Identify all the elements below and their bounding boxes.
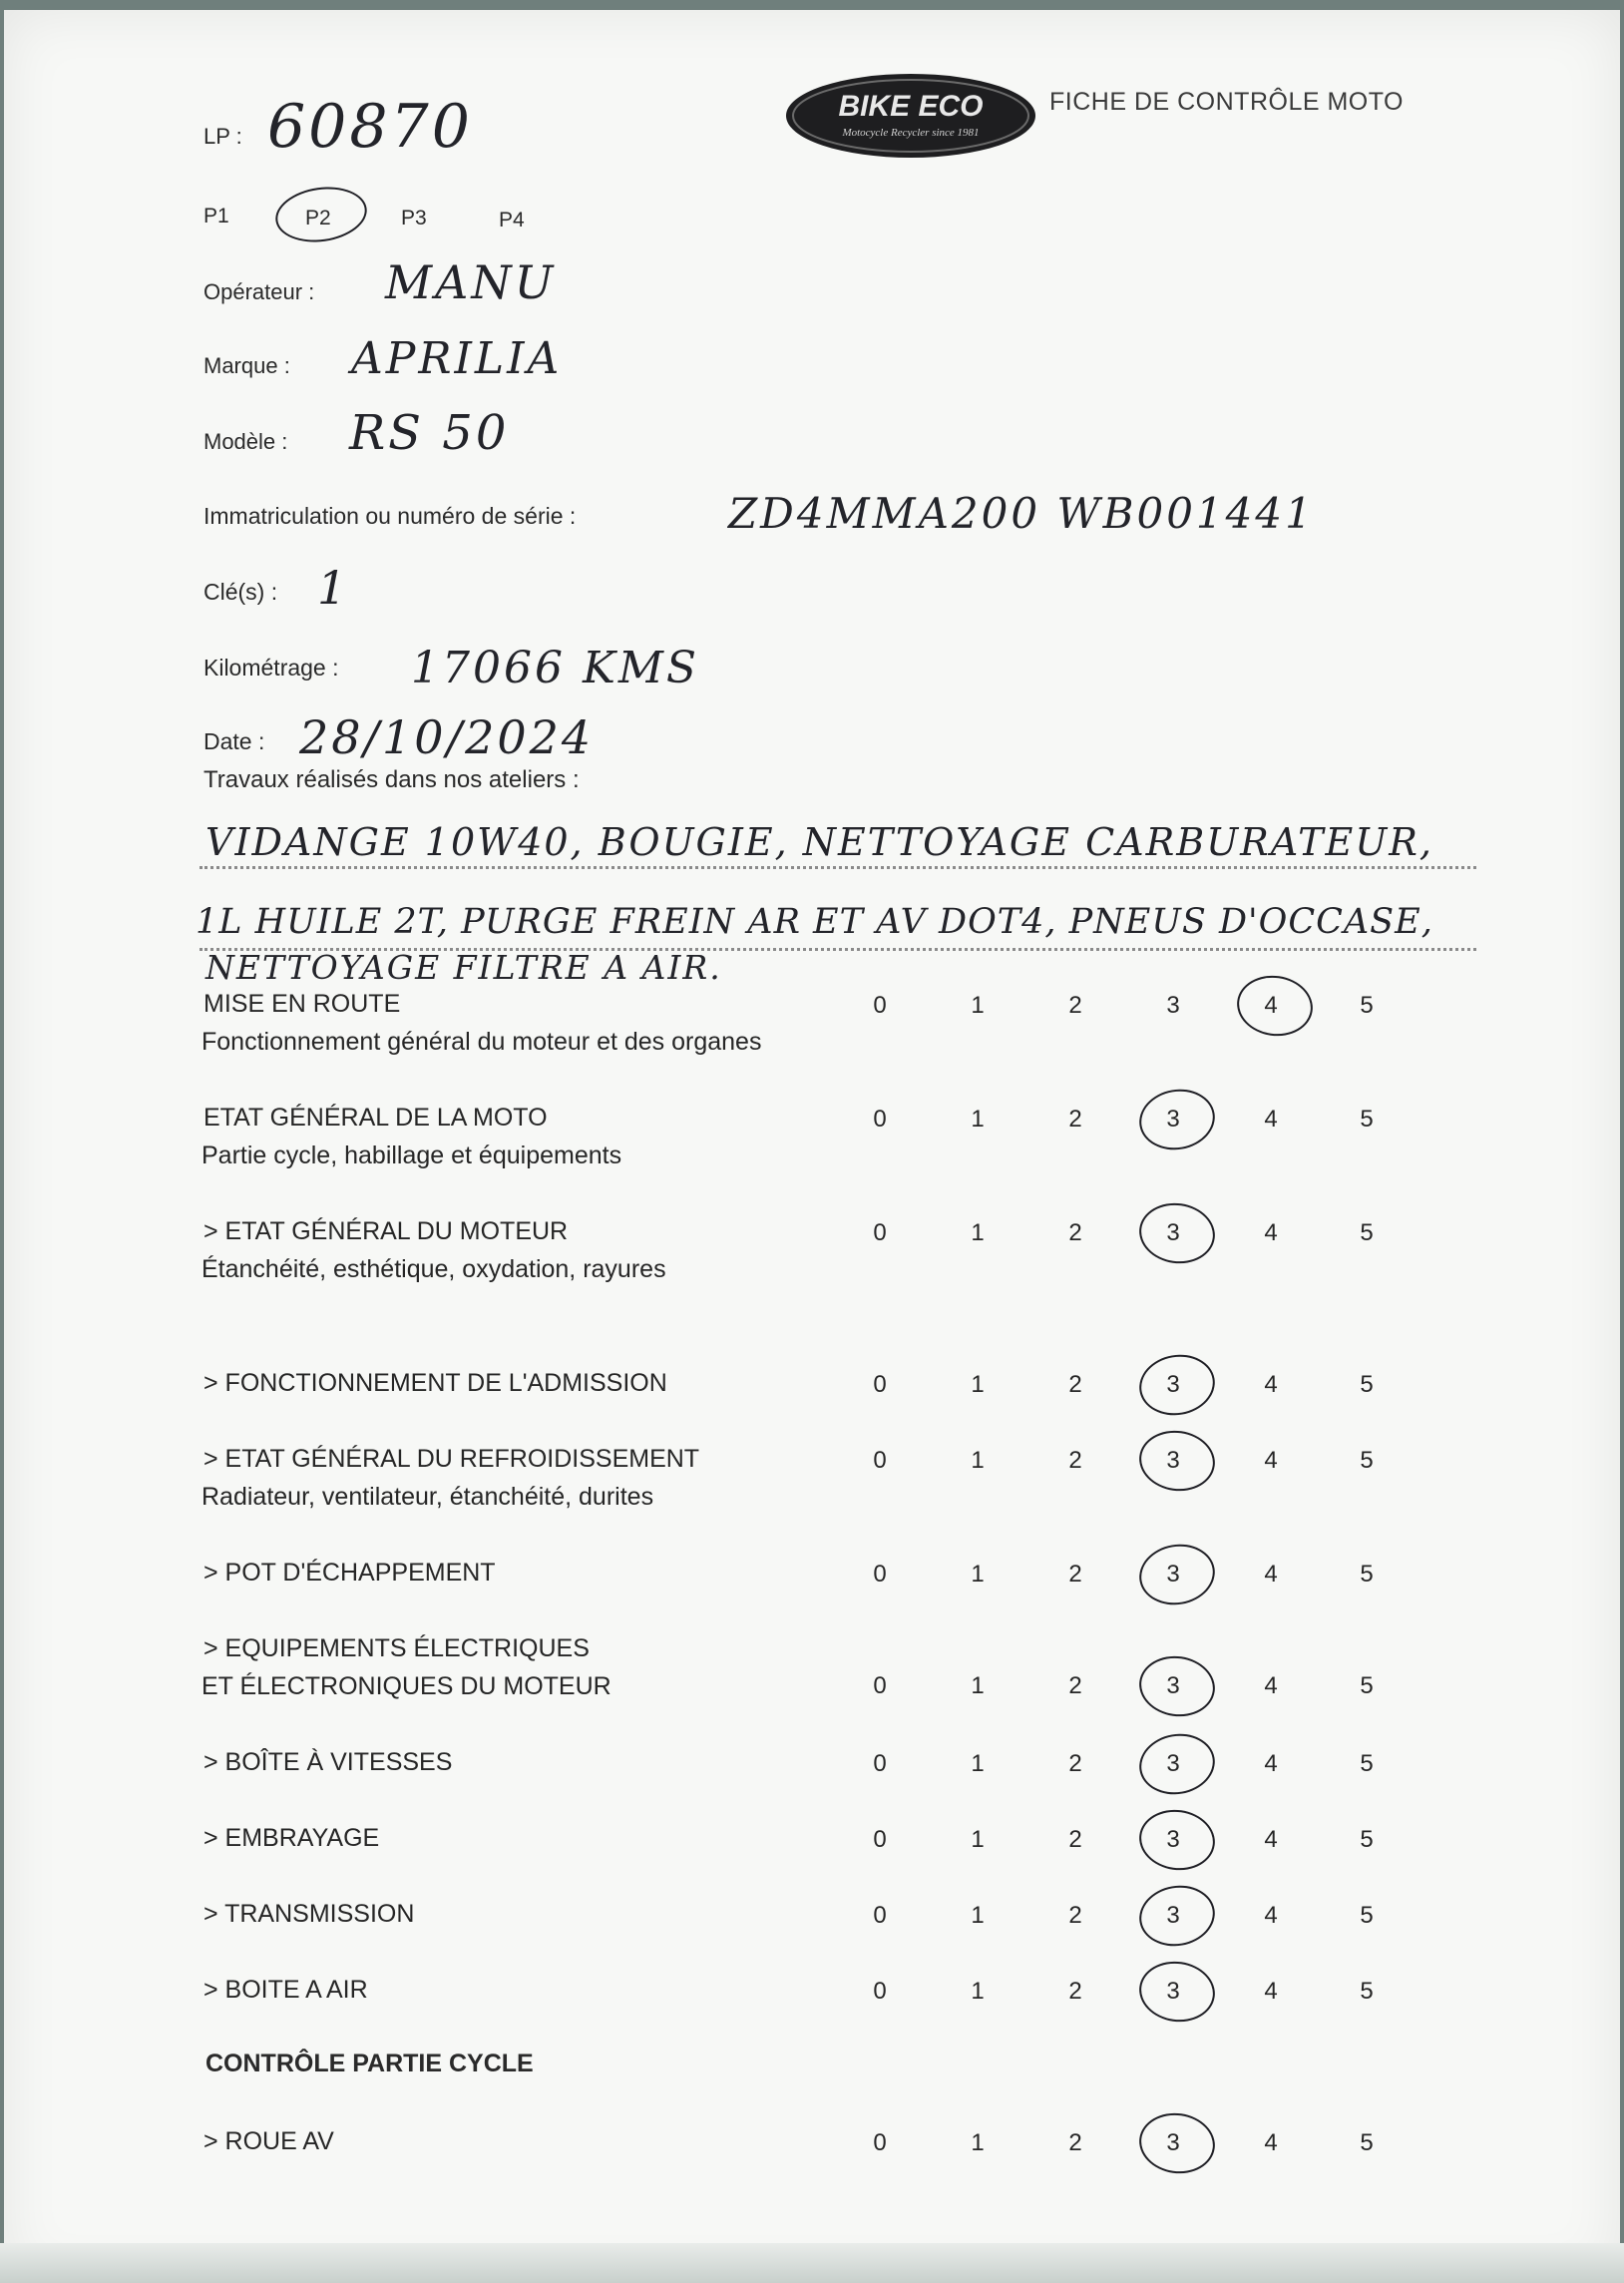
check-row-title: > POT D'ÉCHAPPEMENT bbox=[203, 1559, 496, 1587]
check-row-title: > EMBRAYAGE bbox=[203, 1824, 380, 1852]
score-option-2: 2 bbox=[1068, 992, 1082, 1019]
bike-eco-logo bbox=[784, 72, 1037, 160]
model-label: Modèle : bbox=[203, 429, 288, 454]
score-option-4: 4 bbox=[1264, 1826, 1278, 1853]
logo-subtext: Motocycle Recycler since 1981 bbox=[842, 127, 980, 139]
score-option-4: 4 bbox=[1264, 992, 1278, 1019]
score-option-0: 0 bbox=[873, 1447, 887, 1474]
score-option-3: 3 bbox=[1166, 992, 1180, 1019]
check-row-subtitle: Étanchéité, esthétique, oxydation, rayures bbox=[202, 1255, 666, 1283]
check-row-title: > BOÎTE À VITESSES bbox=[203, 1748, 453, 1776]
score-option-1: 1 bbox=[971, 1106, 985, 1133]
model-value: RS 50 bbox=[349, 405, 510, 461]
score-option-0: 0 bbox=[873, 1371, 887, 1398]
position-p4: P4 bbox=[499, 209, 525, 231]
score-option-3: 3 bbox=[1166, 1447, 1180, 1474]
works-dotted-line-1 bbox=[200, 866, 1476, 869]
check-row-title: > TRANSMISSION bbox=[203, 1900, 415, 1928]
mileage-value: 17066 KMS bbox=[411, 643, 700, 693]
works-line-3: NETTOYAGE FILTRE A AIR. bbox=[205, 948, 722, 987]
score-option-5: 5 bbox=[1360, 1561, 1374, 1588]
score-option-2: 2 bbox=[1068, 1750, 1082, 1777]
score-option-2: 2 bbox=[1068, 2129, 1082, 2156]
score-option-4: 4 bbox=[1264, 1978, 1278, 2005]
score-option-0: 0 bbox=[873, 1106, 887, 1133]
check-row-title: > ROUE AV bbox=[203, 2127, 334, 2155]
score-option-3: 3 bbox=[1166, 1219, 1180, 1246]
score-option-4: 4 bbox=[1264, 2129, 1278, 2156]
position-p2: P2 bbox=[305, 207, 331, 229]
score-option-2: 2 bbox=[1068, 1219, 1082, 1246]
score-option-3: 3 bbox=[1166, 1902, 1180, 1929]
operator-value: MANU bbox=[385, 255, 557, 309]
score-option-1: 1 bbox=[971, 1371, 985, 1398]
check-row-title: ETAT GÉNÉRAL DE LA MOTO bbox=[203, 1104, 548, 1132]
check-row-title: MISE EN ROUTE bbox=[203, 990, 401, 1018]
brand-label: Marque : bbox=[203, 353, 290, 378]
score-option-3: 3 bbox=[1166, 1978, 1180, 2005]
position-p3: P3 bbox=[401, 207, 427, 229]
check-row-title: > EQUIPEMENTS ÉLECTRIQUES bbox=[203, 1634, 590, 1662]
score-option-3: 3 bbox=[1166, 2129, 1180, 2156]
brand-value: APRILIA bbox=[351, 333, 563, 384]
score-option-0: 0 bbox=[873, 2129, 887, 2156]
score-option-2: 2 bbox=[1068, 1826, 1082, 1853]
score-option-2: 2 bbox=[1068, 1371, 1082, 1398]
score-option-0: 0 bbox=[873, 1902, 887, 1929]
mileage-label: Kilométrage : bbox=[203, 655, 339, 681]
serial-value: ZD4MMA200 WB001441 bbox=[728, 489, 1315, 538]
score-option-5: 5 bbox=[1360, 1371, 1374, 1398]
score-option-5: 5 bbox=[1360, 2129, 1374, 2156]
score-option-0: 0 bbox=[873, 1826, 887, 1853]
score-option-4: 4 bbox=[1264, 1106, 1278, 1133]
score-option-0: 0 bbox=[873, 1978, 887, 2005]
score-option-4: 4 bbox=[1264, 1371, 1278, 1398]
score-option-2: 2 bbox=[1068, 1902, 1082, 1929]
score-option-5: 5 bbox=[1360, 992, 1374, 1019]
score-option-3: 3 bbox=[1166, 1561, 1180, 1588]
score-option-4: 4 bbox=[1264, 1447, 1278, 1474]
score-option-3: 3 bbox=[1166, 1750, 1180, 1777]
score-option-0: 0 bbox=[873, 1219, 887, 1246]
score-option-1: 1 bbox=[971, 1561, 985, 1588]
check-row-subtitle: Fonctionnement général du moteur et des organes bbox=[202, 1028, 762, 1056]
score-option-1: 1 bbox=[971, 1672, 985, 1699]
check-row-subtitle: Partie cycle, habillage et équipements bbox=[202, 1142, 622, 1169]
score-option-4: 4 bbox=[1264, 1219, 1278, 1246]
score-option-3: 3 bbox=[1166, 1106, 1180, 1133]
score-option-3: 3 bbox=[1166, 1826, 1180, 1853]
check-row-title: > BOITE A AIR bbox=[203, 1976, 368, 2004]
check-row-title: > ETAT GÉNÉRAL DU REFROIDISSEMENT bbox=[203, 1445, 700, 1473]
score-option-5: 5 bbox=[1360, 1219, 1374, 1246]
score-option-2: 2 bbox=[1068, 1561, 1082, 1588]
check-row-subtitle: Radiateur, ventilateur, étanchéité, durites bbox=[202, 1483, 654, 1511]
score-option-1: 1 bbox=[971, 1978, 985, 2005]
works-line-1: VIDANGE 10W40, BOUGIE, NETTOYAGE CARBURATEUR, bbox=[205, 820, 1433, 864]
logo-text: BIKE ECO bbox=[838, 90, 984, 123]
score-option-2: 2 bbox=[1068, 1106, 1082, 1133]
score-option-4: 4 bbox=[1264, 1561, 1278, 1588]
score-option-5: 5 bbox=[1360, 1672, 1374, 1699]
score-option-5: 5 bbox=[1360, 1826, 1374, 1853]
works-label: Travaux réalisés dans nos ateliers : bbox=[203, 766, 580, 793]
score-option-0: 0 bbox=[873, 1672, 887, 1699]
score-option-4: 4 bbox=[1264, 1750, 1278, 1777]
lp-value: 60870 bbox=[267, 92, 473, 162]
score-option-5: 5 bbox=[1360, 1750, 1374, 1777]
position-p1: P1 bbox=[203, 205, 229, 228]
score-option-5: 5 bbox=[1360, 1902, 1374, 1929]
date-value: 28/10/2024 bbox=[299, 710, 595, 764]
score-option-4: 4 bbox=[1264, 1902, 1278, 1929]
score-option-4: 4 bbox=[1264, 1672, 1278, 1699]
date-label: Date : bbox=[203, 728, 265, 754]
document-title: FICHE DE CONTRÔLE MOTO bbox=[1049, 88, 1405, 116]
score-option-1: 1 bbox=[971, 992, 985, 1019]
score-option-5: 5 bbox=[1360, 1447, 1374, 1474]
score-option-0: 0 bbox=[873, 1561, 887, 1588]
check-row-title: > FONCTIONNEMENT DE L'ADMISSION bbox=[203, 1369, 667, 1397]
score-option-1: 1 bbox=[971, 2129, 985, 2156]
score-option-2: 2 bbox=[1068, 1447, 1082, 1474]
operator-label: Opérateur : bbox=[203, 279, 315, 304]
score-option-2: 2 bbox=[1068, 1978, 1082, 2005]
score-option-3: 3 bbox=[1166, 1672, 1180, 1699]
check-row-title: > ETAT GÉNÉRAL DU MOTEUR bbox=[203, 1217, 569, 1245]
keys-value: 1 bbox=[317, 561, 350, 615]
lp-label: LP : bbox=[203, 124, 242, 149]
score-option-1: 1 bbox=[971, 1219, 985, 1246]
check-row-subtitle: ET ÉLECTRONIQUES DU MOTEUR bbox=[202, 1672, 611, 1700]
serial-label: Immatriculation ou numéro de série : bbox=[203, 503, 577, 529]
score-option-2: 2 bbox=[1068, 1672, 1082, 1699]
score-option-0: 0 bbox=[873, 992, 887, 1019]
works-line-2: 1L HUILE 2T, PURGE FREIN AR ET AV DOT4, PNEUS D'OCCASE, bbox=[196, 902, 1433, 942]
score-option-3: 3 bbox=[1166, 1371, 1180, 1398]
keys-label: Clé(s) : bbox=[203, 579, 278, 605]
score-option-1: 1 bbox=[971, 1826, 985, 1853]
score-option-0: 0 bbox=[873, 1750, 887, 1777]
score-option-5: 5 bbox=[1360, 1106, 1374, 1133]
score-option-1: 1 bbox=[971, 1902, 985, 1929]
score-option-1: 1 bbox=[971, 1750, 985, 1777]
paper-bottom-edge bbox=[0, 2243, 1624, 2283]
score-option-1: 1 bbox=[971, 1447, 985, 1474]
section-heading-partie-cycle: CONTRÔLE PARTIE CYCLE bbox=[205, 2050, 534, 2077]
score-option-5: 5 bbox=[1360, 1978, 1374, 2005]
